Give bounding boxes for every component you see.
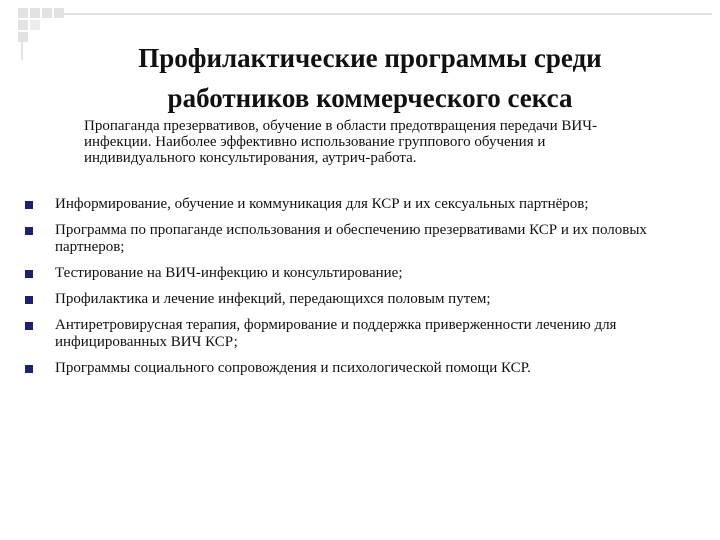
intro-paragraph: Пропаганда презервативов, обучение в области предотвращения передачи ВИЧ-инфекции. Наиболее эффективно использование группового обучения и индивидуального консультирования, аутрич-работа.: [84, 118, 597, 166]
square-bullet-icon: [25, 227, 33, 235]
title-line-2: работников коммерческого секса: [167, 83, 573, 113]
bullet-text: Профилактика и лечение инфекций, передающихся половым путем;: [55, 291, 491, 307]
title-line-1: Профилактические программы среди: [138, 43, 602, 73]
bullet-item: [22, 360, 682, 377]
bullet-text: Программы социального сопровождения и психологической помощи КСР.: [55, 360, 531, 376]
bullet-item: [22, 222, 682, 256]
bullet-list: [22, 196, 682, 386]
bullet-text: Информирование, обучение и коммуникация для КСР и их сексуальных партнёров;: [55, 196, 589, 212]
square-bullet-icon: [25, 201, 33, 209]
square-bullet-icon: [25, 322, 33, 330]
square-bullet-icon: [25, 365, 33, 373]
square-bullet-icon: [25, 296, 33, 304]
bullet-text: Программа по пропаганде использования и обеспечению презервативами КСР и их половых партнеров;: [55, 222, 647, 255]
slide-title: [70, 38, 670, 118]
bullet-item: [22, 317, 682, 351]
bullet-item: [22, 265, 682, 282]
bullet-text: Тестирование на ВИЧ-инфекцию и консультирование;: [55, 265, 403, 281]
bullet-text: Антиретровирусная терапия, формирование и поддержка приверженности лечению для инфицированных ВИЧ КСР;: [55, 317, 617, 350]
bullet-item: [22, 196, 682, 213]
square-bullet-icon: [25, 270, 33, 278]
bullet-item: [22, 291, 682, 308]
